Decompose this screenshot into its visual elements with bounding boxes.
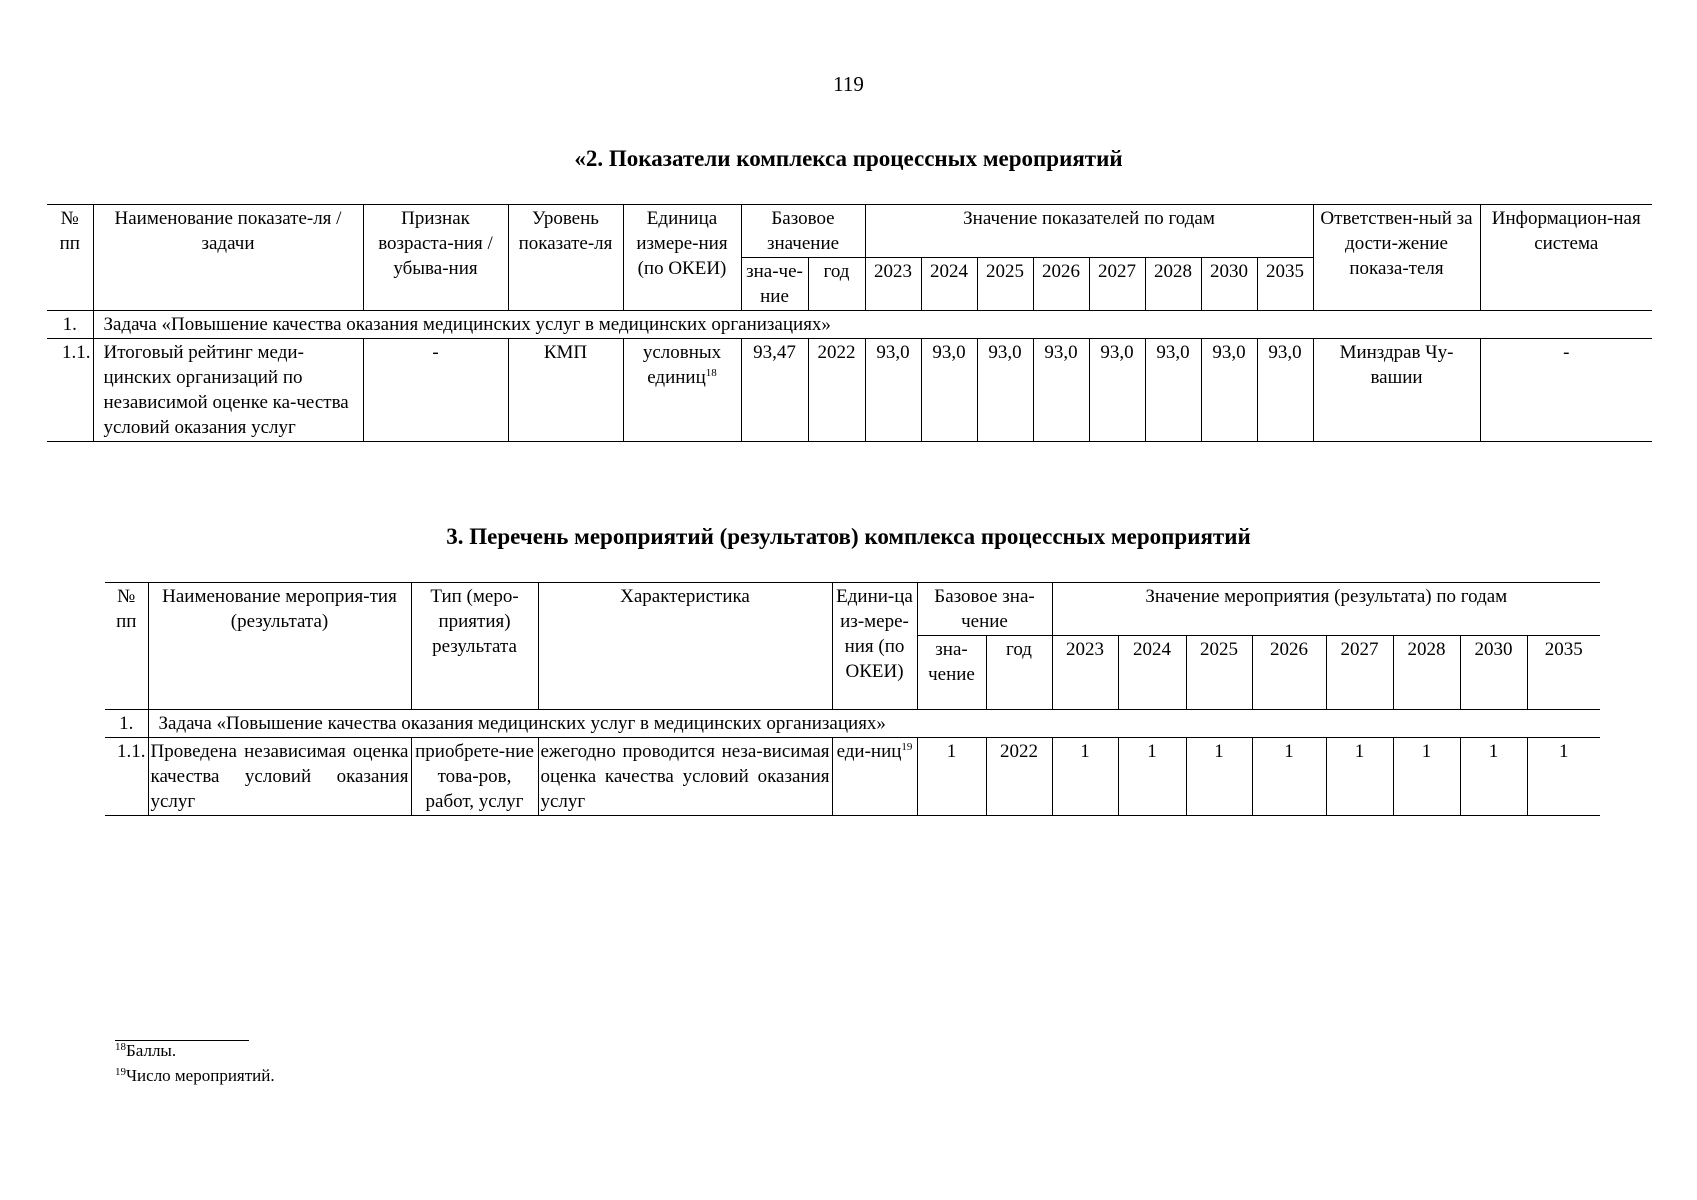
footnote-ref-19: 19 <box>901 741 913 753</box>
row-value: 93,0 <box>921 339 977 442</box>
footnote-mark: 19 <box>115 1066 126 1078</box>
header-year: 2027 <box>1326 636 1393 710</box>
row-base-value: 1 <box>917 738 986 816</box>
section-2-title: «2. Показатели комплекса процессных мероприятий <box>574 146 1123 171</box>
header-year: 2023 <box>1052 636 1118 710</box>
header-year: 2028 <box>1393 636 1460 710</box>
row-num: 1.1. <box>105 738 148 816</box>
row-value: 93,0 <box>1089 339 1145 442</box>
row-value: 1 <box>1460 738 1527 816</box>
row-infosys: - <box>1480 339 1652 442</box>
footnote-18 <box>115 1041 176 1061</box>
row-value: 1 <box>1252 738 1326 816</box>
footnote-text: Баллы. <box>126 1041 177 1060</box>
row-value: 93,0 <box>1201 339 1257 442</box>
header-year: 2030 <box>1201 258 1257 311</box>
header-year: 2030 <box>1460 636 1527 710</box>
row-value: 1 <box>1052 738 1118 816</box>
row-base-year: 2022 <box>986 738 1052 816</box>
row-level: КМП <box>508 339 623 442</box>
task-row <box>47 311 1652 339</box>
header-base: Базовое зна-чение <box>917 583 1052 636</box>
footnote-text: Число мероприятий. <box>126 1066 275 1085</box>
row-value: 93,0 <box>1033 339 1089 442</box>
header-year: 2026 <box>1252 636 1326 710</box>
row-value: 93,0 <box>865 339 921 442</box>
row-unit-text: условных единиц <box>642 342 722 388</box>
row-base-value: 93,47 <box>741 339 808 442</box>
row-value: 93,0 <box>977 339 1033 442</box>
header-base-year: год <box>808 258 865 311</box>
row-value: 1 <box>1527 738 1600 816</box>
header-base-value: зна-чение <box>917 636 986 710</box>
row-name: Итоговый рейтинг меди-цинских организаций по независимой оценке ка-чества условий оказания услуг <box>93 339 363 442</box>
header-years-group: Значение мероприятия (результата) по годам <box>1052 583 1600 636</box>
header-base-year: год <box>986 636 1052 710</box>
header-year: 2023 <box>865 258 921 311</box>
indicators-table <box>47 204 1652 442</box>
footnote-19 <box>115 1066 275 1086</box>
header-base-value: зна-че-ние <box>741 258 808 311</box>
header-year: 2024 <box>1118 636 1186 710</box>
row-name: Проведена независимая оценка качества условий оказания услуг <box>148 738 411 816</box>
row-base-year: 2022 <box>808 339 865 442</box>
header-year: 2024 <box>921 258 977 311</box>
table-row <box>105 738 1600 816</box>
footnote-mark: 18 <box>115 1041 126 1053</box>
header-num: № пп <box>47 205 93 311</box>
header-unit: Едини-ца из-мере-ния (по ОКЕИ) <box>832 583 917 710</box>
footnote-ref-18: 18 <box>705 367 717 379</box>
row-type: приобрете-ние това-ров, работ, услуг <box>411 738 538 816</box>
page-number: 119 <box>833 72 864 96</box>
header-year: 2028 <box>1145 258 1201 311</box>
header-level: Уровень показате-ля <box>508 205 623 311</box>
row-value: 1 <box>1326 738 1393 816</box>
header-unit: Единица измере-ния (по ОКЕИ) <box>623 205 741 311</box>
header-sign: Признак возраста-ния / убыва-ния <box>363 205 508 311</box>
row-unit <box>623 339 741 442</box>
section-3-title: 3. Перечень мероприятий (результатов) комплекса процессных мероприятий <box>446 524 1251 549</box>
task-row <box>105 710 1600 738</box>
header-name: Наименование мероприя-тия (результата) <box>148 583 411 710</box>
row-characteristic: ежегодно проводится неза-висимая оценка качества условий оказания услуг <box>538 738 832 816</box>
header-characteristic: Характеристика <box>538 583 832 710</box>
row-sign: - <box>363 339 508 442</box>
header-year: 2025 <box>977 258 1033 311</box>
header-year: 2035 <box>1257 258 1313 311</box>
row-value: 1 <box>1118 738 1186 816</box>
header-year: 2026 <box>1033 258 1089 311</box>
activities-table <box>105 582 1600 816</box>
row-value: 1 <box>1393 738 1460 816</box>
row-unit <box>832 738 917 816</box>
header-years-group: Значение показателей по годам <box>865 205 1313 258</box>
header-infosys: Информацион-ная система <box>1480 205 1652 311</box>
header-year: 2027 <box>1089 258 1145 311</box>
header-year: 2025 <box>1186 636 1252 710</box>
table-row <box>47 339 1652 442</box>
row-value: 93,0 <box>1257 339 1313 442</box>
row-num: 1.1. <box>47 339 93 442</box>
header-responsible: Ответствен-ный за дости-жение показа-теля <box>1313 205 1480 311</box>
header-num: № пп <box>105 583 148 710</box>
header-type: Тип (меро-приятия) результата <box>411 583 538 710</box>
task-num: 1. <box>105 710 148 738</box>
row-unit-text: еди-ниц <box>836 741 902 762</box>
task-text: Задача «Повышение качества оказания медицинских услуг в медицинских организациях» <box>93 311 1652 339</box>
row-responsible: Минздрав Чу-вашии <box>1313 339 1480 442</box>
header-year: 2035 <box>1527 636 1600 710</box>
task-num: 1. <box>47 311 93 339</box>
task-text: Задача «Повышение качества оказания медицинских услуг в медицинских организациях» <box>148 710 1600 738</box>
row-value: 1 <box>1186 738 1252 816</box>
header-base: Базовое значение <box>741 205 865 258</box>
header-name: Наименование показате-ля / задачи <box>93 205 363 311</box>
row-value: 93,0 <box>1145 339 1201 442</box>
